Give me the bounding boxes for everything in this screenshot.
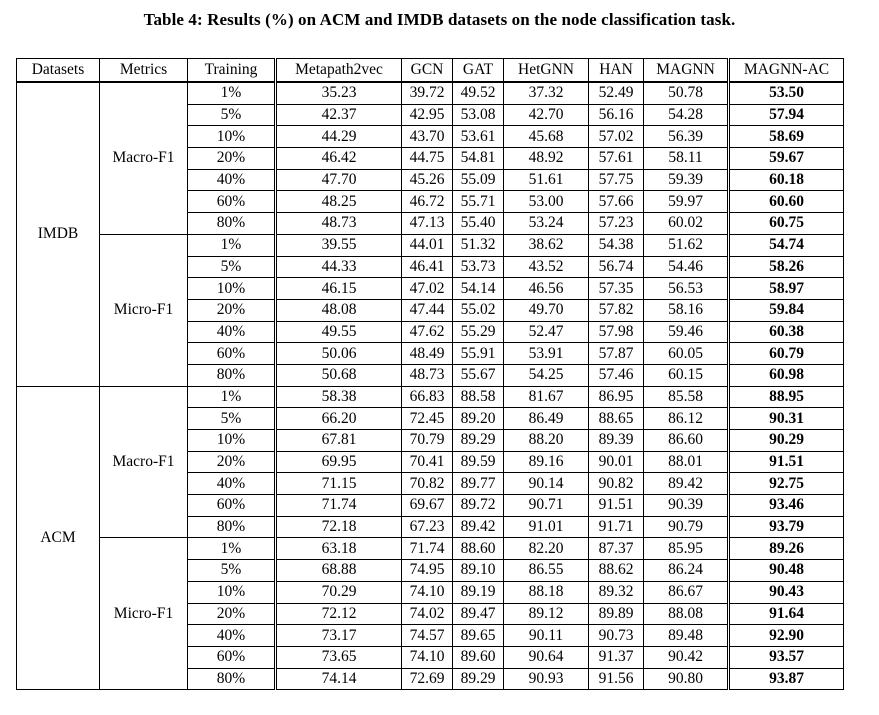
magnn-cell: 90.39 (644, 495, 729, 517)
training-cell: 40% (188, 321, 276, 343)
gat-cell: 89.10 (453, 560, 504, 582)
hetgnn-cell: 46.56 (504, 278, 589, 300)
magnn-cell: 89.48 (644, 625, 729, 647)
metapath2vec-cell: 71.15 (276, 473, 402, 495)
header-gat: GAT (453, 59, 504, 83)
gat-cell: 55.91 (453, 343, 504, 365)
han-cell: 57.23 (589, 213, 644, 235)
training-cell: 20% (188, 603, 276, 625)
gat-cell: 53.61 (453, 126, 504, 148)
table-row (17, 234, 844, 256)
magnn-cell: 86.24 (644, 560, 729, 582)
hetgnn-cell: 81.67 (504, 386, 589, 408)
gcn-cell: 39.72 (402, 82, 453, 104)
training-cell: 1% (188, 386, 276, 408)
magnn-cell: 58.16 (644, 299, 729, 321)
magnn-cell: 85.95 (644, 538, 729, 560)
magnn-cell: 60.05 (644, 343, 729, 365)
han-cell: 89.89 (589, 603, 644, 625)
metapath2vec-cell: 72.18 (276, 516, 402, 538)
training-cell: 1% (188, 538, 276, 560)
magnn-ac-cell: 60.38 (729, 321, 844, 343)
han-cell: 88.62 (589, 560, 644, 582)
gat-cell: 88.58 (453, 386, 504, 408)
hetgnn-cell: 48.92 (504, 148, 589, 170)
magnn-cell: 58.11 (644, 148, 729, 170)
magnn-ac-cell: 60.75 (729, 213, 844, 235)
hetgnn-cell: 38.62 (504, 234, 589, 256)
magnn-cell: 88.01 (644, 451, 729, 473)
gat-cell: 53.08 (453, 104, 504, 126)
gat-cell: 89.20 (453, 408, 504, 430)
metapath2vec-cell: 47.70 (276, 169, 402, 191)
gat-cell: 55.02 (453, 299, 504, 321)
metapath2vec-cell: 73.65 (276, 646, 402, 668)
metapath2vec-cell: 66.20 (276, 408, 402, 430)
training-cell: 5% (188, 408, 276, 430)
hetgnn-cell: 90.11 (504, 625, 589, 647)
han-cell: 91.37 (589, 646, 644, 668)
han-cell: 56.74 (589, 256, 644, 278)
hetgnn-cell: 82.20 (504, 538, 589, 560)
magnn-cell: 60.02 (644, 213, 729, 235)
hetgnn-cell: 91.01 (504, 516, 589, 538)
gcn-cell: 71.74 (402, 538, 453, 560)
hetgnn-cell: 89.12 (504, 603, 589, 625)
han-cell: 89.32 (589, 581, 644, 603)
gcn-cell: 74.10 (402, 581, 453, 603)
han-cell: 57.87 (589, 343, 644, 365)
gcn-cell: 70.82 (402, 473, 453, 495)
metapath2vec-cell: 63.18 (276, 538, 402, 560)
magnn-cell: 54.28 (644, 104, 729, 126)
dataset-cell: IMDB (17, 82, 100, 386)
magnn-ac-cell: 60.18 (729, 169, 844, 191)
han-cell: 91.51 (589, 495, 644, 517)
magnn-cell: 59.46 (644, 321, 729, 343)
magnn-cell: 88.08 (644, 603, 729, 625)
training-cell: 20% (188, 451, 276, 473)
han-cell: 57.98 (589, 321, 644, 343)
gcn-cell: 46.41 (402, 256, 453, 278)
magnn-cell: 51.62 (644, 234, 729, 256)
gat-cell: 88.60 (453, 538, 504, 560)
training-cell: 80% (188, 516, 276, 538)
table-body (17, 82, 844, 690)
metapath2vec-cell: 49.55 (276, 321, 402, 343)
magnn-cell: 59.39 (644, 169, 729, 191)
hetgnn-cell: 54.25 (504, 364, 589, 386)
magnn-cell: 90.80 (644, 668, 729, 690)
magnn-ac-cell: 60.79 (729, 343, 844, 365)
training-cell: 60% (188, 495, 276, 517)
gcn-cell: 66.83 (402, 386, 453, 408)
gat-cell: 53.73 (453, 256, 504, 278)
table-row (17, 386, 844, 408)
magnn-ac-cell: 59.67 (729, 148, 844, 170)
training-cell: 5% (188, 104, 276, 126)
metapath2vec-cell: 72.12 (276, 603, 402, 625)
magnn-ac-cell: 57.94 (729, 104, 844, 126)
gat-cell: 89.29 (453, 430, 504, 452)
hetgnn-cell: 53.24 (504, 213, 589, 235)
han-cell: 57.02 (589, 126, 644, 148)
dataset-cell: ACM (17, 386, 100, 690)
metapath2vec-cell: 70.29 (276, 581, 402, 603)
gat-cell: 89.19 (453, 581, 504, 603)
hetgnn-cell: 43.52 (504, 256, 589, 278)
training-cell: 10% (188, 126, 276, 148)
hetgnn-cell: 90.93 (504, 668, 589, 690)
gcn-cell: 67.23 (402, 516, 453, 538)
hetgnn-cell: 51.61 (504, 169, 589, 191)
hetgnn-cell: 37.32 (504, 82, 589, 104)
magnn-cell: 56.53 (644, 278, 729, 300)
metapath2vec-cell: 39.55 (276, 234, 402, 256)
header-metrics: Metrics (100, 59, 188, 83)
hetgnn-cell: 52.47 (504, 321, 589, 343)
magnn-ac-cell: 90.48 (729, 560, 844, 582)
magnn-cell: 90.42 (644, 646, 729, 668)
han-cell: 57.35 (589, 278, 644, 300)
training-cell: 20% (188, 148, 276, 170)
gat-cell: 89.72 (453, 495, 504, 517)
magnn-ac-cell: 92.90 (729, 625, 844, 647)
magnn-ac-cell: 60.60 (729, 191, 844, 213)
metapath2vec-cell: 68.88 (276, 560, 402, 582)
gcn-cell: 47.44 (402, 299, 453, 321)
metapath2vec-cell: 42.37 (276, 104, 402, 126)
gcn-cell: 72.45 (402, 408, 453, 430)
training-cell: 20% (188, 299, 276, 321)
magnn-cell: 50.78 (644, 82, 729, 104)
gcn-cell: 46.72 (402, 191, 453, 213)
han-cell: 57.75 (589, 169, 644, 191)
hetgnn-cell: 53.91 (504, 343, 589, 365)
metapath2vec-cell: 48.25 (276, 191, 402, 213)
gcn-cell: 74.02 (402, 603, 453, 625)
magnn-ac-cell: 54.74 (729, 234, 844, 256)
magnn-ac-cell: 58.69 (729, 126, 844, 148)
han-cell: 52.49 (589, 82, 644, 104)
hetgnn-cell: 88.20 (504, 430, 589, 452)
metapath2vec-cell: 73.17 (276, 625, 402, 647)
table-caption: Table 4: Results (%) on ACM and IMDB datasets on the node classification task. (143, 10, 736, 29)
training-cell: 1% (188, 82, 276, 104)
metapath2vec-cell: 44.29 (276, 126, 402, 148)
han-cell: 88.65 (589, 408, 644, 430)
metapath2vec-cell: 71.74 (276, 495, 402, 517)
training-cell: 60% (188, 343, 276, 365)
magnn-ac-cell: 60.98 (729, 364, 844, 386)
magnn-ac-cell: 53.50 (729, 82, 844, 104)
gat-cell: 55.40 (453, 213, 504, 235)
hetgnn-cell: 86.49 (504, 408, 589, 430)
hetgnn-cell: 42.70 (504, 104, 589, 126)
magnn-cell: 86.60 (644, 430, 729, 452)
training-cell: 5% (188, 256, 276, 278)
metapath2vec-cell: 50.06 (276, 343, 402, 365)
metapath2vec-cell: 74.14 (276, 668, 402, 690)
magnn-cell: 90.79 (644, 516, 729, 538)
gcn-cell: 47.13 (402, 213, 453, 235)
gcn-cell: 48.73 (402, 364, 453, 386)
han-cell: 54.38 (589, 234, 644, 256)
header-hetgnn: HetGNN (504, 59, 589, 83)
gcn-cell: 70.41 (402, 451, 453, 473)
gat-cell: 89.59 (453, 451, 504, 473)
hetgnn-cell: 49.70 (504, 299, 589, 321)
gat-cell: 89.42 (453, 516, 504, 538)
gat-cell: 89.77 (453, 473, 504, 495)
gcn-cell: 48.49 (402, 343, 453, 365)
magnn-ac-cell: 90.29 (729, 430, 844, 452)
training-cell: 10% (188, 430, 276, 452)
header-row (17, 59, 844, 83)
han-cell: 89.39 (589, 430, 644, 452)
hetgnn-cell: 90.64 (504, 646, 589, 668)
header-han: HAN (589, 59, 644, 83)
gat-cell: 55.71 (453, 191, 504, 213)
han-cell: 57.82 (589, 299, 644, 321)
training-cell: 40% (188, 625, 276, 647)
training-cell: 60% (188, 191, 276, 213)
magnn-cell: 54.46 (644, 256, 729, 278)
magnn-ac-cell: 59.84 (729, 299, 844, 321)
gat-cell: 55.29 (453, 321, 504, 343)
han-cell: 86.95 (589, 386, 644, 408)
han-cell: 56.16 (589, 104, 644, 126)
header-datasets: Datasets (17, 59, 100, 83)
han-cell: 90.82 (589, 473, 644, 495)
metapath2vec-cell: 44.33 (276, 256, 402, 278)
metric-cell: Macro-F1 (100, 82, 188, 234)
metapath2vec-cell: 69.95 (276, 451, 402, 473)
hetgnn-cell: 86.55 (504, 560, 589, 582)
metapath2vec-cell: 48.08 (276, 299, 402, 321)
hetgnn-cell: 88.18 (504, 581, 589, 603)
magnn-ac-cell: 93.87 (729, 668, 844, 690)
training-cell: 40% (188, 169, 276, 191)
magnn-ac-cell: 90.31 (729, 408, 844, 430)
han-cell: 91.71 (589, 516, 644, 538)
magnn-cell: 85.58 (644, 386, 729, 408)
header-training: Training (188, 59, 276, 83)
gcn-cell: 45.26 (402, 169, 453, 191)
han-cell: 57.46 (589, 364, 644, 386)
han-cell: 90.01 (589, 451, 644, 473)
metapath2vec-cell: 46.15 (276, 278, 402, 300)
gat-cell: 54.81 (453, 148, 504, 170)
metapath2vec-cell: 48.73 (276, 213, 402, 235)
magnn-ac-cell: 89.26 (729, 538, 844, 560)
hetgnn-cell: 45.68 (504, 126, 589, 148)
metapath2vec-cell: 67.81 (276, 430, 402, 452)
magnn-cell: 60.15 (644, 364, 729, 386)
han-cell: 91.56 (589, 668, 644, 690)
gcn-cell: 74.10 (402, 646, 453, 668)
training-cell: 80% (188, 213, 276, 235)
training-cell: 80% (188, 668, 276, 690)
gat-cell: 89.29 (453, 668, 504, 690)
table-row (17, 538, 844, 560)
training-cell: 5% (188, 560, 276, 582)
metapath2vec-cell: 58.38 (276, 386, 402, 408)
training-cell: 1% (188, 234, 276, 256)
gat-cell: 89.47 (453, 603, 504, 625)
gcn-cell: 72.69 (402, 668, 453, 690)
gat-cell: 89.65 (453, 625, 504, 647)
training-cell: 40% (188, 473, 276, 495)
han-cell: 90.73 (589, 625, 644, 647)
gcn-cell: 47.02 (402, 278, 453, 300)
gcn-cell: 42.95 (402, 104, 453, 126)
gat-cell: 51.32 (453, 234, 504, 256)
gcn-cell: 44.01 (402, 234, 453, 256)
gcn-cell: 74.57 (402, 625, 453, 647)
gat-cell: 55.67 (453, 364, 504, 386)
metric-cell: Macro-F1 (100, 386, 188, 538)
gcn-cell: 47.62 (402, 321, 453, 343)
gcn-cell: 69.67 (402, 495, 453, 517)
gcn-cell: 70.79 (402, 430, 453, 452)
magnn-ac-cell: 58.26 (729, 256, 844, 278)
magnn-cell: 56.39 (644, 126, 729, 148)
metapath2vec-cell: 50.68 (276, 364, 402, 386)
header-metapath2vec: Metapath2vec (276, 59, 402, 83)
han-cell: 57.66 (589, 191, 644, 213)
gcn-cell: 74.95 (402, 560, 453, 582)
magnn-ac-cell: 93.79 (729, 516, 844, 538)
training-cell: 60% (188, 646, 276, 668)
hetgnn-cell: 53.00 (504, 191, 589, 213)
gat-cell: 89.60 (453, 646, 504, 668)
training-cell: 80% (188, 364, 276, 386)
header-magnn: MAGNN (644, 59, 729, 83)
han-cell: 87.37 (589, 538, 644, 560)
hetgnn-cell: 89.16 (504, 451, 589, 473)
magnn-cell: 86.67 (644, 581, 729, 603)
hetgnn-cell: 90.71 (504, 495, 589, 517)
magnn-cell: 59.97 (644, 191, 729, 213)
magnn-ac-cell: 93.57 (729, 646, 844, 668)
magnn-cell: 89.42 (644, 473, 729, 495)
magnn-ac-cell: 88.95 (729, 386, 844, 408)
magnn-ac-cell: 91.51 (729, 451, 844, 473)
header-gcn: GCN (402, 59, 453, 83)
metric-cell: Micro-F1 (100, 538, 188, 690)
table-row (17, 82, 844, 104)
gat-cell: 54.14 (453, 278, 504, 300)
magnn-ac-cell: 93.46 (729, 495, 844, 517)
hetgnn-cell: 90.14 (504, 473, 589, 495)
magnn-ac-cell: 92.75 (729, 473, 844, 495)
training-cell: 10% (188, 581, 276, 603)
metapath2vec-cell: 35.23 (276, 82, 402, 104)
han-cell: 57.61 (589, 148, 644, 170)
gat-cell: 49.52 (453, 82, 504, 104)
results-table (16, 58, 844, 690)
gcn-cell: 43.70 (402, 126, 453, 148)
magnn-ac-cell: 90.43 (729, 581, 844, 603)
gat-cell: 55.09 (453, 169, 504, 191)
metapath2vec-cell: 46.42 (276, 148, 402, 170)
training-cell: 10% (188, 278, 276, 300)
magnn-ac-cell: 91.64 (729, 603, 844, 625)
magnn-ac-cell: 58.97 (729, 278, 844, 300)
metric-cell: Micro-F1 (100, 234, 188, 386)
magnn-cell: 86.12 (644, 408, 729, 430)
gcn-cell: 44.75 (402, 148, 453, 170)
header-magnn-ac: MAGNN-AC (729, 59, 844, 83)
